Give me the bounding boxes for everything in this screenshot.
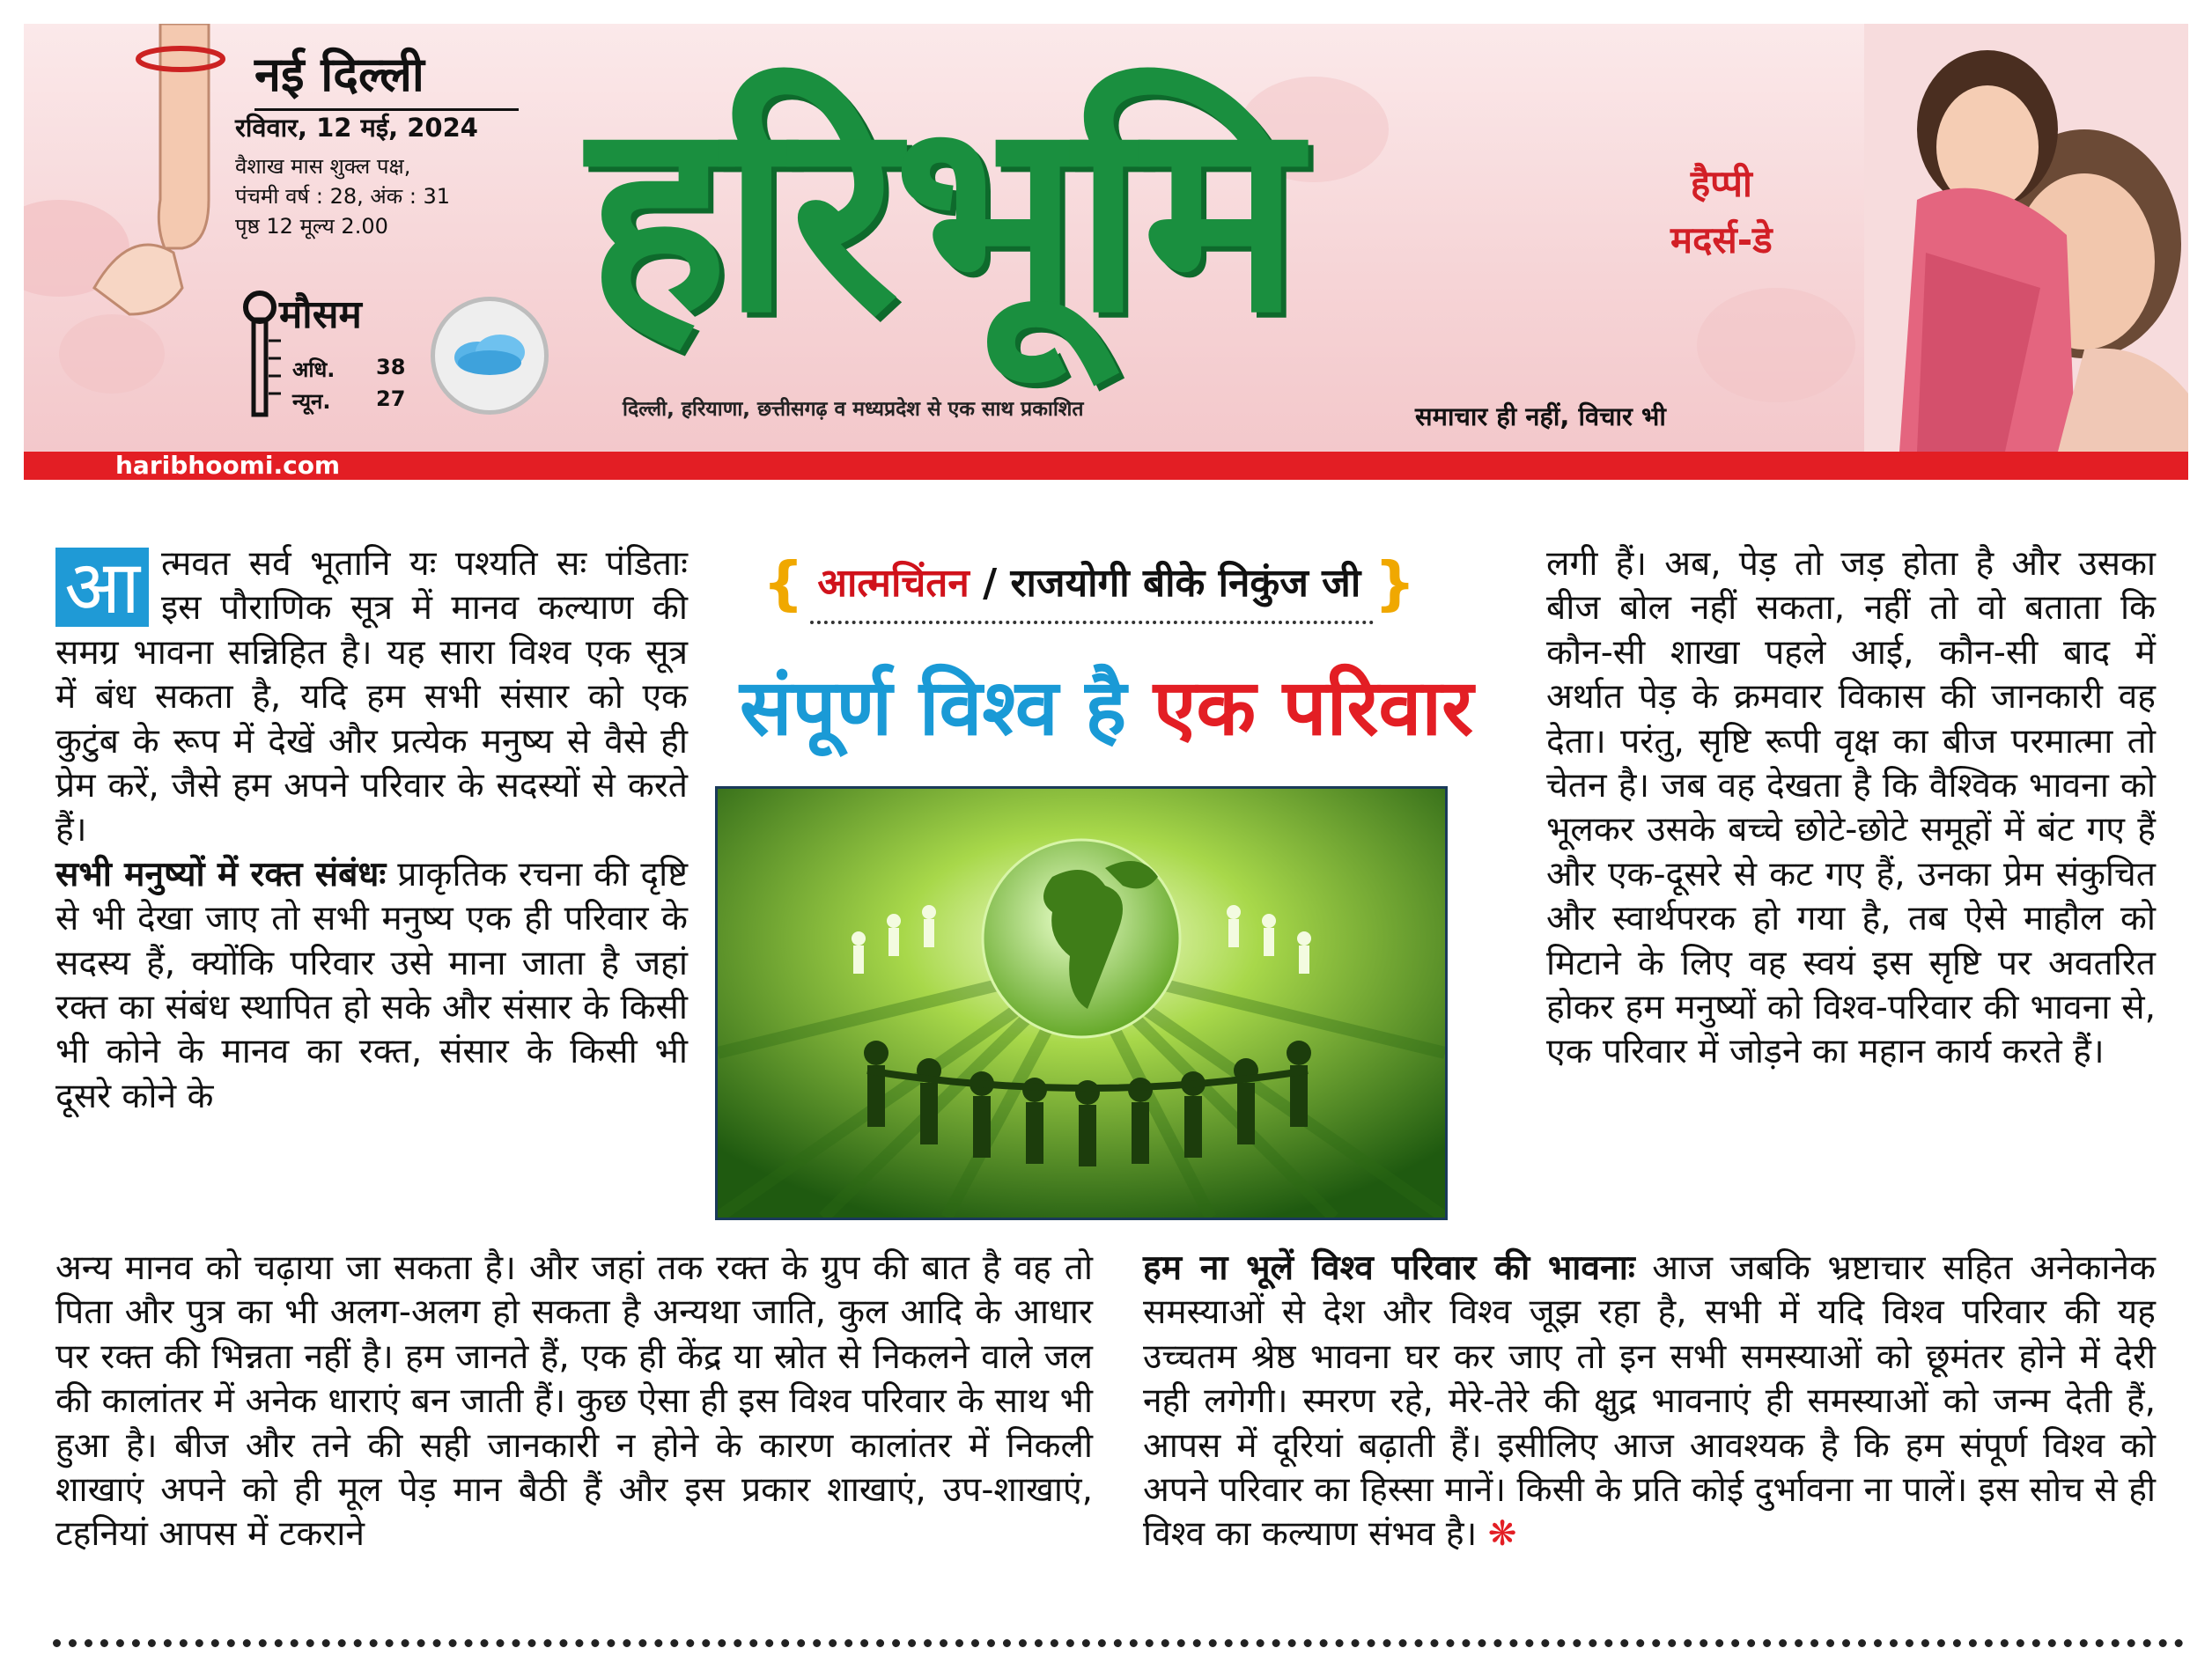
world-family-image: [715, 786, 1448, 1220]
headline: [740, 651, 1473, 757]
article-kicker: [763, 549, 1416, 617]
temp-min: [292, 386, 416, 416]
issue-detail-line: पंचमी वर्ष : 28, अंक : 31: [235, 184, 451, 209]
temp-min-label: न्यून.: [292, 389, 331, 414]
brace-right: }: [1374, 549, 1416, 617]
masthead: [24, 24, 2188, 452]
kicker-section: आत्मचिंतन: [817, 561, 970, 606]
hands-illustration: [77, 24, 253, 323]
mothers-day-line: हैप्पी: [1690, 162, 1752, 205]
brace-left: {: [763, 549, 804, 617]
paragraph-text: लगी हैं। अब, पेड़ तो जड़ होता है और उसका बीज बोल नहीं सकता, नहीं तो वो बताता कि कौन-सी शाखा पहले आई, कौन-सी बाद में अर्थात पेड़ के क्रमवार विकास की जानकारी वह देता। परंतु, सृष्टि रूपी वृक्ष का बीज परमात्मा तो चेतन है। जब वह देखता है कि वैश्विक भावना को भूलकर उसके बच्चे छोटे-छोटे समूहों में बंट गए हैं और एक-दूसरे से कट गए हैं, उनका प्रेम संकुचित और स्वार्थपरक हो गया है, तब ऐसे माहौल को मिटाने के लिए वह स्वयं इस सृष्टि पर अवतरित होकर हम मनुष्यों को विश्व-परिवार की भावना से, एक परिवार में जोड़ने का महान कार्य करते हैं।: [1546, 544, 2156, 1072]
subheading: सभी मनुष्यों में रक्त संबंधः: [55, 854, 387, 894]
mother-daughter-photo: [1864, 24, 2188, 452]
mothers-day-line: मदर्स-डे: [1670, 218, 1773, 261]
article-paragraph: [55, 853, 688, 1119]
temp-max-label: अधि.: [292, 357, 335, 382]
page-divider: [53, 1639, 2184, 1647]
paragraph-text: अन्य मानव को चढ़ाया जा सकता है। और जहां तक रक्त के ग्रुप की बात है वह तो पिता और पुत्र का भी अलग-अलग हो सकता है अन्यथा जाति, कुल आदि के आधार पर रक्त की भिन्नता नहीं है। हम जानते हैं, एक ही केंद्र या स्रोत से निकलने वाले जल की कालांतर में अनेक धाराएं बन जाती हैं। कुछ ऐसा ही इस विश्व परिवार के साथ भी हुआ है। बीज और तने की सही जानकारी न होने के कारण कालांतर में निकली शाखाएं अपने को ही मूल पेड़ मान बैठी हैं और इस प्रकार शाखाएं, उप-शाखाएं, टहनियां आपस में टकराने: [55, 1248, 1093, 1555]
article-paragraph: [55, 542, 688, 853]
paragraph-text: प्राकृतिक रचना की दृष्टि से भी देखा जाए तो सभी मनुष्य एक ही परिवार के सदस्य हैं, क्योंकि परिवार उसे माना जाता है जहां रक्त का संबंध स्थापित हो सके और संसार के किसी भी कोने के मानव का रक्त, संसार के किसी भी दूसरे कोने के: [55, 854, 688, 1116]
intro-text: त्मवत सर्व भूतानि यः पश्यति सः पंडिताः इस पौराणिक सूत्र में मानव कल्याण की समग्र भावना सन्निहित है। यह सारा विश्व एक सूत्र में बंध सकता है, यदि हम सभी संसार को एक कुटुंब के रूप में देखें और प्रत्येक मनुष्य से वैसे ही प्रेम करें, जैसे हम अपने परिवार के सदस्यों से करते हैं।: [55, 544, 688, 850]
masthead-bar: [24, 452, 2188, 480]
paragraph-text: आज जबकि भ्रष्टाचार सहित अनेकानेक समस्याओं से देश और विश्व जूझ रहा है, सभी में यदि विश्व परिवार की यह उच्चतम श्रेष्ठ भावना घर कर जाए तो इन सभी समस्याओं को छूमंतर होने में देरी नही लगेगी। स्मरण रहे, मेरे-तेरे की क्षुद्र भावनाएं ही समस्याओं को जन्म देती हैं, आपस में दूरियां बढ़ाती हैं। इसीलिए आज आवश्यक है कि हम संपूर्ण विश्व को अपने परिवार का हिस्सा मानें। किसी के प्रति कोई दुर्भावना ना पालें। इस सोच से ही विश्व का कल्याण संभव है।: [1143, 1248, 2156, 1555]
globe-people-illustration: [718, 789, 1445, 1218]
issue-detail-line: वैशाख मास शुक्ल पक्ष,: [235, 154, 411, 179]
article-column-3-continued: [1143, 1247, 2156, 1557]
kicker-author: राजयोगी बीके निकुंज जी: [1010, 561, 1361, 606]
publication-states: दिल्ली, हरियाणा, छत्तीसगढ़ व मध्यप्रदेश से एक साथ प्रकाशित: [623, 398, 1084, 421]
weather-badge: [431, 297, 549, 415]
tagline: समाचार ही नहीं, विचार भी: [1415, 401, 1666, 431]
temp-max-value: 38: [376, 355, 406, 379]
article-column-1: [55, 542, 688, 1119]
dropcap: आ: [55, 548, 149, 627]
mothers-day-greeting: [1670, 156, 1773, 269]
flower-decoration: [1697, 288, 1855, 402]
article-column-1-continued: [55, 1247, 1093, 1557]
kicker-divider: [810, 621, 1374, 624]
newspaper-logo: हरिभूमि: [587, 63, 1295, 371]
headline-part-b: एक परिवार: [1153, 662, 1474, 753]
website-link[interactable]: haribhoomi.com: [115, 451, 341, 480]
temp-max: [292, 355, 416, 384]
edition-city: नई दिल्ली: [254, 40, 519, 111]
flower-decoration: [59, 314, 165, 394]
headline-part-a: संपूर्ण विश्व है: [740, 662, 1127, 753]
weather-title: मौसम: [279, 292, 362, 337]
issue-details: [235, 151, 517, 241]
temp-min-value: 27: [376, 386, 406, 411]
article-column-3: [1546, 542, 2156, 1075]
kicker-separator: /: [969, 561, 1011, 606]
article-paragraph: [1143, 1247, 2156, 1557]
end-mark-icon: ❋: [1487, 1514, 1517, 1555]
subheading: हम ना भूलें विश्व परिवार की भावनाः: [1143, 1248, 1635, 1288]
issue-date: रविवार, 12 मई, 2024: [235, 113, 478, 143]
cloud-icon: [451, 331, 528, 377]
issue-detail-line: पृष्ठ 12 मूल्य 2.00: [235, 214, 388, 239]
